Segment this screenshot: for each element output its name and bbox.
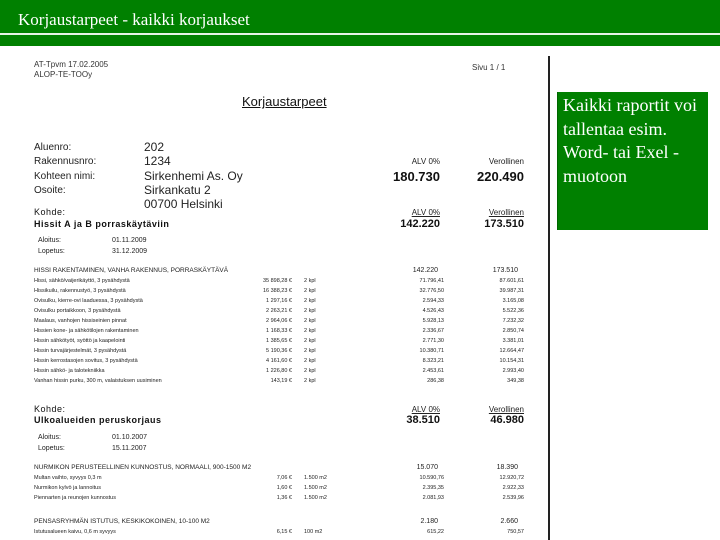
table-cell: 12.920,72	[499, 475, 524, 481]
project2-alv-value: 38.510	[406, 414, 440, 426]
table-cell: Hissikuilu, rakennustyö, 3 pysähdystä	[34, 288, 126, 294]
project2-ver-header: Verollinen	[488, 405, 524, 414]
project2-alv-header: ALV 0%	[411, 405, 440, 414]
project1-start-label: Aloitus:	[38, 237, 61, 244]
project2-start-label: Aloitus:	[38, 434, 61, 441]
callout-text: Kaikki raportit voi tallentaa esim. Word- tai Exel -muotoon	[563, 95, 697, 186]
table-cell: 2 kpl	[304, 378, 316, 384]
table-cell: 2.453,61	[422, 368, 444, 374]
field-label-osoite: Osoite:	[34, 185, 66, 196]
table-cell: 87.601,61	[499, 278, 524, 284]
field-label-aluenro: Aluenro:	[34, 142, 72, 153]
project2-group-title: NURMIKON PERUSTEELLINEN KUNNOSTUS, NORMAALI, 900-1500 M2	[34, 464, 252, 471]
field-value-postal: 00700 Helsinki	[144, 197, 223, 211]
table-row	[34, 348, 530, 358]
callout-box	[557, 92, 708, 230]
table-cell: Vanhan hissin purku, 300 m, valaistuksen uusiminen	[34, 378, 162, 384]
total-ver-value: 220.490	[477, 169, 524, 184]
field-value-aluenro: 202	[144, 140, 165, 154]
table-cell: 5 190,36 €	[266, 348, 292, 354]
table-cell: 7,06 €	[276, 475, 292, 481]
table-cell: 10.154,31	[499, 358, 524, 364]
table-cell: 12.664,47	[499, 348, 524, 354]
document-edge-line	[548, 56, 550, 540]
table-cell: 7.232,32	[502, 318, 524, 324]
table-cell: 71.796,41	[419, 278, 444, 284]
table-cell: 5.522,36	[502, 308, 524, 314]
project1-ver-header: Verollinen	[488, 208, 524, 217]
project1-alv-value: 142.220	[400, 218, 440, 230]
table-cell: Istutusalueen kaivu, 0,6 m syvyys	[34, 529, 116, 535]
project2-group2-ver: 2.660	[500, 518, 518, 525]
project2-label: Kohde:	[34, 404, 66, 414]
table-cell: 6,15 €	[276, 529, 292, 535]
table-cell: 35 898,28 €	[262, 278, 292, 284]
table-cell: Ovisulku, kierre-ovi laaduessa, 3 pysähdystä	[34, 298, 143, 304]
title-divider	[0, 33, 720, 35]
table-row	[34, 278, 530, 288]
table-cell: 8.323,21	[422, 358, 444, 364]
table-cell: 1 385,65 €	[266, 338, 292, 344]
table-cell: 2 kpl	[304, 308, 316, 314]
table-row	[34, 308, 530, 318]
table-cell: 2.081,93	[422, 495, 444, 501]
project2-group2-title: PENSASRYHMÄN ISTUTUS, KESKIKOKOINEN, 10-100 M2	[34, 518, 210, 525]
table-cell: Piennarten ja reunojen kunnostus	[34, 495, 116, 501]
table-cell: 2 kpl	[304, 298, 316, 304]
table-cell: 5.928,13	[422, 318, 444, 324]
table-cell: 750,57	[507, 529, 524, 535]
project1-group-ver: 173.510	[492, 267, 518, 274]
project1-end-value: 31.12.2009	[112, 248, 148, 255]
table-cell: Ovisulku portaikkoon, 3 pysähdystä	[34, 308, 121, 314]
project1-group-alv: 142.220	[412, 267, 438, 274]
table-cell: 286,38	[427, 378, 444, 384]
project2-group2-alv: 2.180	[420, 518, 438, 525]
table-row	[34, 338, 530, 348]
report-document	[28, 56, 550, 540]
table-cell: Hissin sähkö- ja talotekniikka	[34, 368, 105, 374]
table-cell: 2.594,33	[422, 298, 444, 304]
table-cell: 2 kpl	[304, 318, 316, 324]
table-cell: 2 kpl	[304, 338, 316, 344]
table-cell: 2.993,40	[502, 368, 524, 374]
table-cell: 615,22	[427, 529, 444, 535]
table-row	[34, 378, 530, 388]
project1-name: Hissit A ja B porraskäytäviin	[34, 219, 170, 229]
table-row	[34, 485, 530, 495]
table-cell: Hissien kone- ja sähkötilojen rakentaminen	[34, 328, 139, 334]
total-alv-value: 180.730	[393, 169, 440, 184]
table-row	[34, 288, 530, 298]
field-value-rakennusnro: 1234	[144, 154, 171, 168]
project1-label: Kohde:	[34, 207, 66, 217]
table-cell: Maalaus, vanhojen hissiseinien pinnat	[34, 318, 127, 324]
project2-group-alv: 15.070	[416, 464, 438, 471]
table-cell: Nurmikon kylvö ja lannoitus	[34, 485, 101, 491]
table-cell: 2 964,06 €	[266, 318, 292, 324]
table-cell: 3.165,08	[502, 298, 524, 304]
total-alv-header: ALV 0%	[411, 157, 440, 166]
table-cell: Hissin sähkötyöt, syöttö ja kaapelointi	[34, 338, 126, 344]
table-cell: 1 226,80 €	[266, 368, 292, 374]
table-cell: 2.336,67	[422, 328, 444, 334]
table-cell: 2 kpl	[304, 348, 316, 354]
table-cell: 1 297,16 €	[266, 298, 292, 304]
table-cell: 2 kpl	[304, 358, 316, 364]
table-cell: 100 m2	[304, 529, 323, 535]
table-row	[34, 475, 530, 485]
project1-ver-value: 173.510	[484, 218, 524, 230]
table-cell: Hissi, sähkö/vaijerikäyttö, 3 pysähdystä	[34, 278, 130, 284]
table-cell: 2.922,33	[502, 485, 524, 491]
field-label-rakennusnro: Rakennusnro:	[34, 156, 97, 167]
table-row	[34, 298, 530, 308]
table-row	[34, 358, 530, 368]
project1-group-title: HISSI RAKENTAMINEN, VANHA RAKENNUS, PORRASKÄYTÄVÄ	[34, 267, 229, 274]
project1-alv-header: ALV 0%	[411, 208, 440, 217]
table-cell: 10.380,71	[419, 348, 444, 354]
project2-name: Ulkoalueiden peruskorjaus	[34, 415, 162, 425]
table-cell: 4 161,60 €	[266, 358, 292, 364]
table-cell: Hissin kerrostasojen sovitus, 3 pysähdystä	[34, 358, 138, 364]
project2-end-value: 15.11.2007	[112, 445, 147, 452]
table-cell: 4.526,43	[422, 308, 444, 314]
document-title: Korjaustarpeet	[242, 94, 327, 109]
total-ver-header: Verollinen	[488, 157, 524, 166]
table-cell: 1.500 m2	[304, 495, 327, 501]
table-cell: 349,38	[507, 378, 524, 384]
project1-start-value: 01.11.2009	[112, 237, 147, 244]
table-row	[34, 368, 530, 378]
table-cell: 39.987,31	[499, 288, 524, 294]
table-cell: 16 388,23 €	[262, 288, 292, 294]
table-cell: 2.850,74	[502, 328, 524, 334]
table-cell: 2 263,21 €	[266, 308, 292, 314]
table-cell: 10.590,76	[419, 475, 444, 481]
table-cell: 2.395,35	[422, 485, 444, 491]
table-cell: 3.381,01	[502, 338, 524, 344]
table-cell: Multan vaihto, syvyys 0,3 m	[34, 475, 102, 481]
slide-title: Korjaustarpeet - kaikki korjaukset	[18, 10, 250, 29]
table-row	[34, 529, 530, 539]
table-row	[34, 495, 530, 505]
table-row	[34, 318, 530, 328]
field-label-kohteen-nimi: Kohteen nimi:	[34, 171, 96, 182]
project2-ver-value: 46.980	[490, 414, 524, 426]
field-value-osoite: Sirkankatu 2	[144, 183, 211, 197]
table-cell: 1.500 m2	[304, 475, 327, 481]
project1-end-label: Lopetus:	[38, 248, 65, 255]
table-cell: 2.771,30	[422, 338, 444, 344]
table-cell: Hissin turvajärjestelmät, 3 pysähdystä	[34, 348, 127, 354]
table-cell: 2 kpl	[304, 288, 316, 294]
table-cell: 2 kpl	[304, 328, 316, 334]
table-row	[34, 328, 530, 338]
project2-group-ver: 18.390	[496, 464, 518, 471]
table-cell: 143,19 €	[270, 378, 292, 384]
table-cell: 2 kpl	[304, 368, 316, 374]
table-cell: 2.539,96	[502, 495, 524, 501]
company-line: ALOP-TE-TOOy	[34, 70, 93, 79]
project2-end-label: Lopetus:	[38, 445, 65, 452]
table-cell: 32.776,50	[419, 288, 444, 294]
table-cell: 1.500 m2	[304, 485, 327, 491]
table-cell: 1,60 €	[276, 485, 292, 491]
field-value-kohteen-nimi: Sirkenhemi As. Oy	[144, 169, 243, 183]
table-cell: 1 168,33 €	[266, 328, 292, 334]
table-cell: 1,36 €	[276, 495, 292, 501]
print-date: AT-Tpvm 17.02.2005	[34, 60, 109, 69]
page-number: Sivu 1 / 1	[472, 63, 506, 72]
slide-title-bar	[0, 0, 720, 46]
project2-start-value: 01.10.2007	[112, 434, 148, 441]
table-cell: 2 kpl	[304, 278, 316, 284]
